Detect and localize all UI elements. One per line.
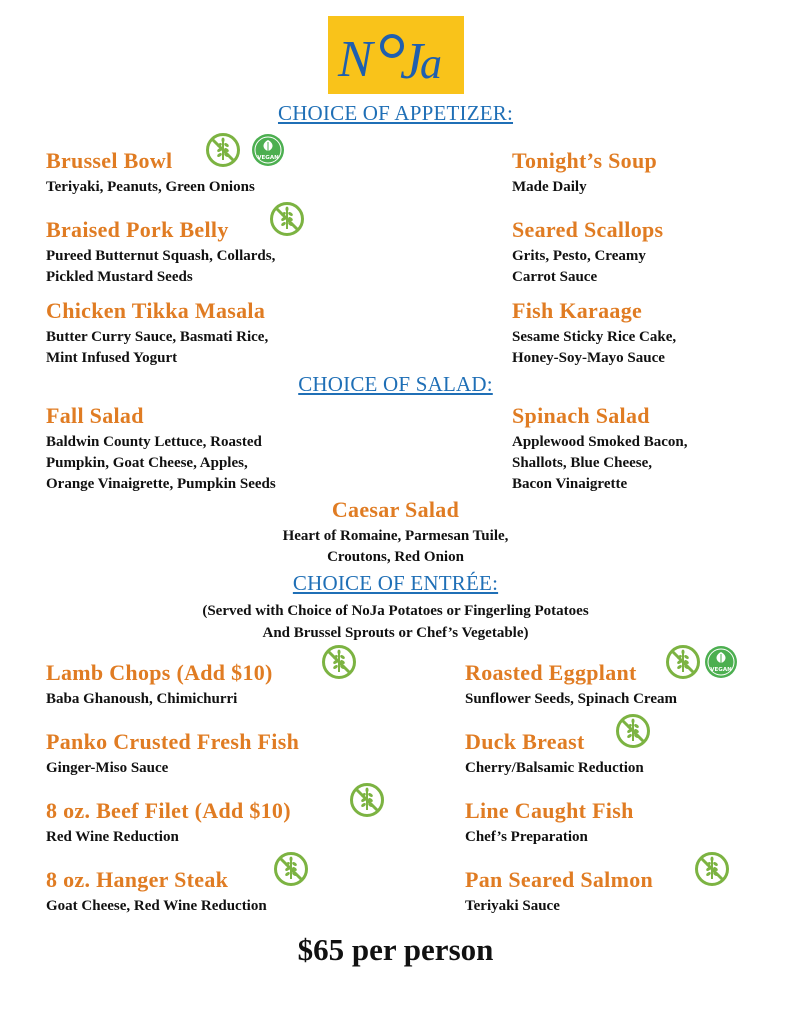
vegan-icon xyxy=(250,132,286,168)
item-name: Lamb Chops (Add $10) xyxy=(46,660,273,685)
item-desc: Heart of Romaine, Parmesan Tuile, Croutons, Red Onion xyxy=(282,528,509,565)
menu-item xyxy=(46,798,291,848)
item-name: Spinach Salad xyxy=(512,403,650,428)
gluten-free-icon xyxy=(694,851,730,887)
item-name: Tonight’s Soup xyxy=(512,148,658,173)
gluten-free-icon xyxy=(273,851,309,887)
item-name: Brussel Bowl xyxy=(46,148,173,173)
menu-item xyxy=(0,497,791,568)
vegan-icon xyxy=(703,644,739,680)
item-name: Line Caught Fish xyxy=(465,798,634,823)
item-desc: Applewood Smoked Bacon, Shallots, Blue Cheese, Bacon Vinaigrette xyxy=(512,434,688,492)
item-desc: Ginger-Miso Sauce xyxy=(46,760,169,776)
gluten-free-icon xyxy=(205,132,241,168)
item-desc: Cherry/Balsamic Reduction xyxy=(465,760,644,776)
vegan-label: VEGAN xyxy=(710,667,732,673)
menu-item xyxy=(46,217,275,288)
salad-heading: CHOICE OF SALAD: xyxy=(298,372,493,396)
item-name: Caesar Salad xyxy=(331,497,460,522)
gluten-free-icon xyxy=(321,644,357,680)
item-name: 8 oz. Beef Filet (Add $10) xyxy=(46,798,291,823)
item-name: 8 oz. Hanger Steak xyxy=(46,867,229,892)
entree-note: (Served with Choice of NoJa Potatoes or Fingerling Potatoes And Brussel Sprouts or Chef’s Vegetable) xyxy=(202,603,589,641)
item-desc: Baba Ghanoush, Chimichurri xyxy=(46,691,238,707)
menu-item xyxy=(465,867,653,917)
gluten-free-icon xyxy=(349,782,385,818)
item-desc: Sesame Sticky Rice Cake, Honey-Soy-Mayo Sauce xyxy=(512,329,677,366)
item-name: Braised Pork Belly xyxy=(46,217,229,242)
price: $65 per person xyxy=(297,932,494,967)
entree-heading: CHOICE OF ENTRÉE: xyxy=(292,571,499,595)
item-desc: Made Daily xyxy=(512,179,587,195)
menu-item xyxy=(46,867,267,917)
item-desc: Butter Curry Sauce, Basmati Rice, Mint Infused Yogurt xyxy=(46,329,269,366)
noja-logo xyxy=(328,16,464,94)
gluten-free-icon xyxy=(269,201,305,237)
appetizer-heading: CHOICE OF APPETIZER: xyxy=(277,101,514,125)
menu-item xyxy=(46,298,268,369)
item-desc: Sunflower Seeds, Spinach Cream xyxy=(465,691,677,707)
svg-text:J: J xyxy=(400,33,424,90)
svg-text:a: a xyxy=(420,39,442,88)
item-desc: Teriyaki, Peanuts, Green Onions xyxy=(46,179,255,195)
item-desc: Chef’s Preparation xyxy=(465,829,588,845)
item-name: Fish Karaage xyxy=(512,298,643,323)
item-name: Seared Scallops xyxy=(512,217,664,242)
item-desc: Grits, Pesto, Creamy Carrot Sauce xyxy=(512,248,646,285)
item-name: Roasted Eggplant xyxy=(465,660,637,685)
item-desc: Red Wine Reduction xyxy=(46,829,179,845)
item-desc: Baldwin County Lettuce, Roasted Pumpkin, Goat Cheese, Apples, Orange Vinaigrette, Pumpkin Seeds xyxy=(46,434,276,492)
svg-text:N: N xyxy=(338,31,373,88)
vegan-label: VEGAN xyxy=(257,155,279,161)
item-name: Fall Salad xyxy=(46,403,144,428)
item-desc: Teriyaki Sauce xyxy=(465,898,560,914)
item-desc: Goat Cheese, Red Wine Reduction xyxy=(46,898,267,914)
gluten-free-icon xyxy=(665,644,701,680)
menu-item xyxy=(465,660,677,710)
item-name: Duck Breast xyxy=(465,729,585,754)
gluten-free-icon xyxy=(615,713,651,749)
item-name: Panko Crusted Fresh Fish xyxy=(46,729,300,754)
menu-item xyxy=(512,298,676,369)
menu-item xyxy=(46,660,273,710)
item-name: Chicken Tikka Masala xyxy=(46,298,266,323)
menu-item xyxy=(46,729,299,779)
menu-item xyxy=(465,798,634,848)
menu-item xyxy=(46,403,276,495)
menu-item xyxy=(512,403,687,495)
item-desc: Pureed Butternut Squash, Collards, Pickled Mustard Seeds xyxy=(46,248,276,285)
menu-item xyxy=(512,148,657,198)
menu-item xyxy=(512,217,663,288)
item-name: Pan Seared Salmon xyxy=(465,867,654,892)
